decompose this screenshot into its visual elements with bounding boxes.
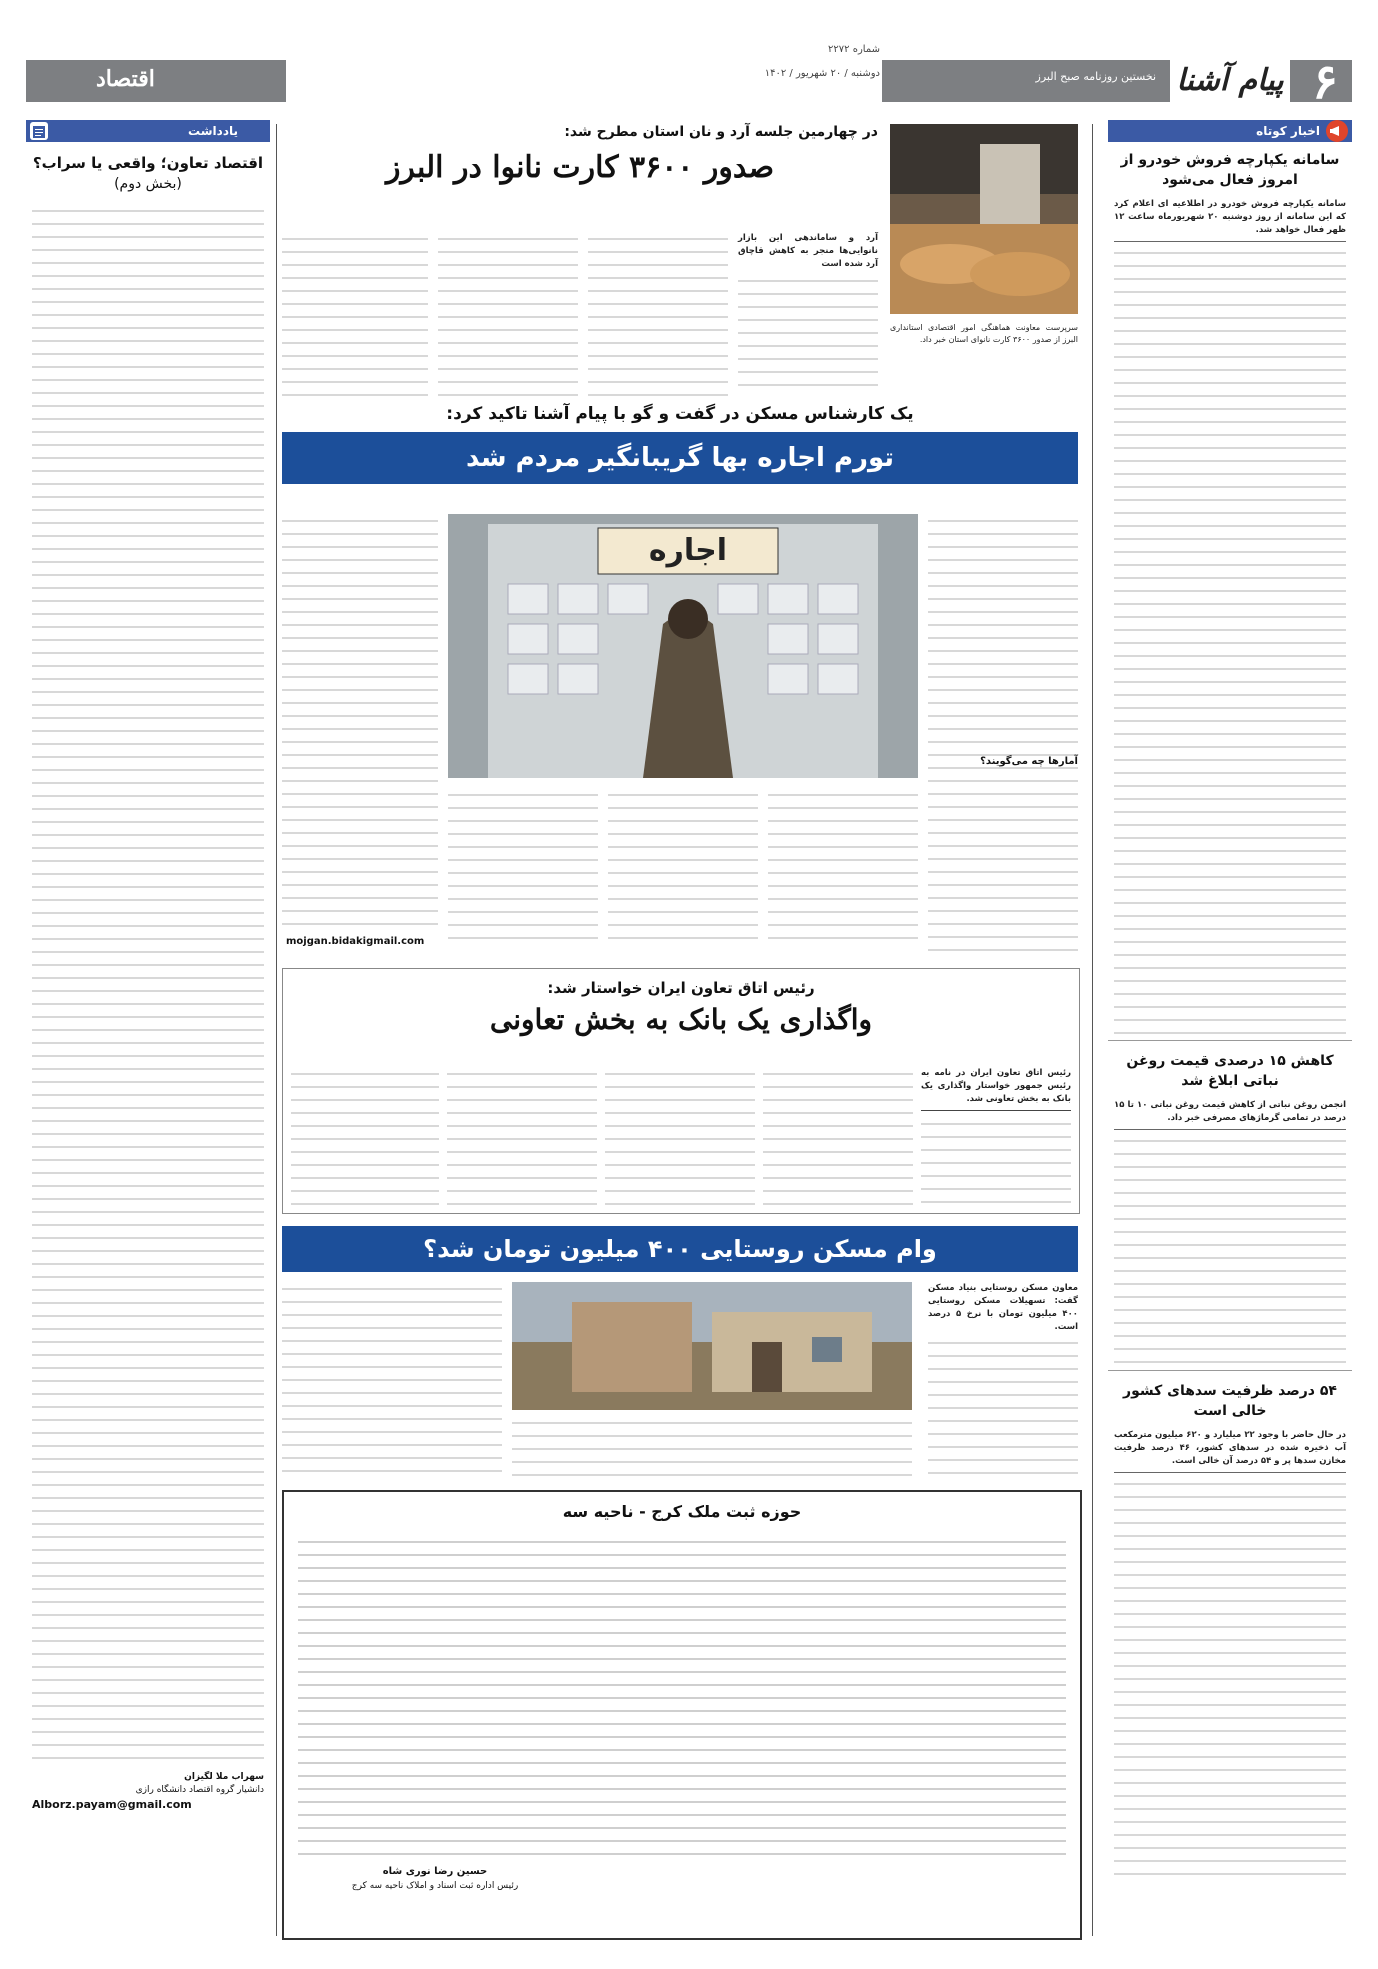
news-briefs-column	[1108, 120, 1352, 1940]
body-col-1	[738, 274, 878, 396]
kicker: رئیس اتاق تعاون ایران خواستار شد:	[547, 979, 815, 997]
brief-title: کاهش ۱۵ درصدی قیمت روغن نباتی ابلاغ شد	[1126, 1053, 1334, 1089]
editorial-heading	[26, 120, 270, 142]
editorial-title: اقتصاد تعاون؛ واقعی یا سراب؟	[32, 154, 264, 172]
body-col-4	[282, 232, 428, 396]
briefs-heading-label: اخبار کوتاه	[1256, 124, 1320, 138]
editorial-subtitle: (بخش دوم)	[114, 176, 182, 192]
section-title: اقتصاد	[96, 66, 155, 92]
briefs-heading	[1108, 120, 1352, 142]
highlight-text: معاون مسکن روستایی بنیاد مسکن گفت: تسهیلات مسکن روستایی ۴۰۰ میلیون تومان با نرخ ۵ درصد است.	[928, 1282, 1078, 1339]
headline: صدور ۳۶۰۰ کارت نانوا در البرز	[385, 150, 775, 185]
author-email[interactable]: mojgan.bidakigmail.com	[286, 936, 425, 947]
header-center	[406, 60, 880, 102]
headline: واگذاری یک بانک به بخش تعاونی	[489, 1003, 873, 1036]
body-col-5	[291, 1067, 439, 1207]
kicker: در چهارمین جلسه آرد و نان استان مطرح شد:	[564, 124, 878, 140]
highlight-box	[928, 1282, 1078, 1339]
editorial-heading-label: یادداشت	[188, 124, 238, 138]
brief-car-sales	[1108, 142, 1352, 1034]
body-col-3	[605, 1067, 755, 1207]
body-col-4	[282, 514, 438, 934]
editorial-article	[26, 142, 270, 1811]
megaphone-icon	[1326, 120, 1348, 142]
brief-lead: انجمن روغن نباتی از کاهش قیمت روغن نباتی ۱۰ تا ۱۵ درصد در تمامی گرماژهای مصرفی خبر داد.	[1114, 1099, 1346, 1130]
brief-body	[1114, 1477, 1346, 1877]
notice-title: حوزه ثبت ملک کرج - ناحیه سه	[562, 1502, 802, 1521]
page-number: ۶	[1312, 54, 1338, 110]
kicker: یک کارشناس مسکن در گفت و گو با پیام آشنا تاکید کرد:	[446, 404, 914, 424]
signer-role: رئیس اداره ثبت اسناد و املاک ناحیه سه کرج	[351, 1881, 519, 1891]
rural-photo	[512, 1282, 912, 1410]
brief-title: ۵۴ درصد ظرفیت سدهای کشور خالی است	[1123, 1383, 1337, 1419]
body-col-2	[763, 1067, 913, 1207]
body-col-1	[928, 1336, 1078, 1476]
highlight-box	[921, 1067, 1071, 1111]
highlight-text: آرد و ساماندهی این بازار نانوایی‌ها منجر به کاهش قاچاق آرد شده است	[738, 232, 878, 276]
editorial-body	[32, 204, 264, 1764]
highlight-text: رئیس اتاق تعاون ایران در نامه به رئیس جمهور خواستار واگذاری یک بانک به بخش تعاونی شد.	[921, 1067, 1071, 1111]
headline-banner: تورم اجاره بها گریبانگیر مردم شد	[282, 432, 1078, 484]
brief-body	[1114, 1134, 1346, 1364]
body-col-1b	[768, 788, 918, 948]
brief-dams	[1108, 1370, 1352, 1877]
column-divider	[276, 124, 277, 1936]
body-col-3b	[448, 788, 598, 948]
editorial-column	[26, 120, 270, 1940]
author-email[interactable]: Alborz.payam@gmail.com	[32, 1798, 192, 1811]
coop-story	[282, 968, 1080, 1214]
issue-date: دوشنبه / ۲۰ شهریور / ۱۴۰۲	[764, 68, 880, 79]
author-role: دانشیار گروه اقتصاد دانشگاه رازی	[135, 1785, 264, 1795]
rent-photo	[448, 514, 918, 778]
notice-body	[298, 1535, 1066, 1855]
body-col-3	[438, 232, 578, 396]
bakery-image	[890, 124, 1078, 314]
body-col-2b	[608, 788, 758, 948]
column-divider	[1092, 124, 1093, 1936]
brief-lead: در حال حاضر با وجود ۲۲ میلیارد و ۶۲۰ میلیون مترمکعب آب ذخیره شده در سدهای کشور، ۴۶ درصد ظرفیت مخازن سدها پر و ۵۴ درصد آن خالی است.	[1114, 1429, 1346, 1473]
rural-house-image	[512, 1282, 912, 1410]
author-name: سهراب ملا لگیزان	[184, 1772, 264, 1782]
tagline: نخستین روزنامه صبح البرز	[1035, 70, 1156, 83]
body-col-1	[928, 514, 1078, 954]
brief-body	[1114, 246, 1346, 1034]
subhead: آمارها چه می‌گویند؟	[928, 756, 1078, 767]
body-col-1	[921, 1117, 1071, 1207]
rent-story	[282, 404, 1078, 956]
body-col-4	[447, 1067, 597, 1207]
rural-story	[282, 1226, 1078, 1478]
top-story-header	[282, 124, 878, 185]
sign-text: اجاره	[648, 533, 728, 568]
brief-lead: سامانه یکپارچه فروش خودرو در اطلاعیه ای اعلام کرد که این سامانه از روز دوشنبه ۲۰ شهریورماه ساعت ۱۲ ظهر فعال خواهد شد.	[1114, 198, 1346, 242]
issue-number: شماره ۲۲۷۲	[828, 44, 880, 55]
brief-title: سامانه یکپارچه فروش خودرو از امروز فعال می‌شود	[1120, 152, 1340, 188]
registry-notice	[282, 1490, 1082, 1940]
body-col-2	[588, 232, 728, 396]
header-band-left	[26, 60, 286, 102]
photo-caption: سرپرست معاونت هماهنگی امور اقتصادی استانداری البرز از صدور ۳۶۰۰ کارت نانوای استان خبر داد.	[890, 323, 1078, 344]
body-under-photo	[512, 1416, 912, 1476]
notice-signature	[310, 1866, 560, 1891]
signer-name: حسین رضا نوری شاه	[382, 1866, 488, 1877]
top-story	[282, 124, 1078, 398]
page-header	[26, 40, 1352, 126]
brand-name: پیام آشنا	[1176, 63, 1284, 98]
highlight-box	[738, 232, 878, 276]
brief-oil-price	[1108, 1040, 1352, 1364]
brand-logo	[1170, 50, 1290, 112]
notebook-icon	[30, 122, 48, 140]
body-col-left	[282, 1282, 502, 1476]
headline-banner: وام مسکن روستایی ۴۰۰ میلیون تومان شد؟	[282, 1226, 1078, 1272]
bread-photo	[890, 124, 1078, 364]
